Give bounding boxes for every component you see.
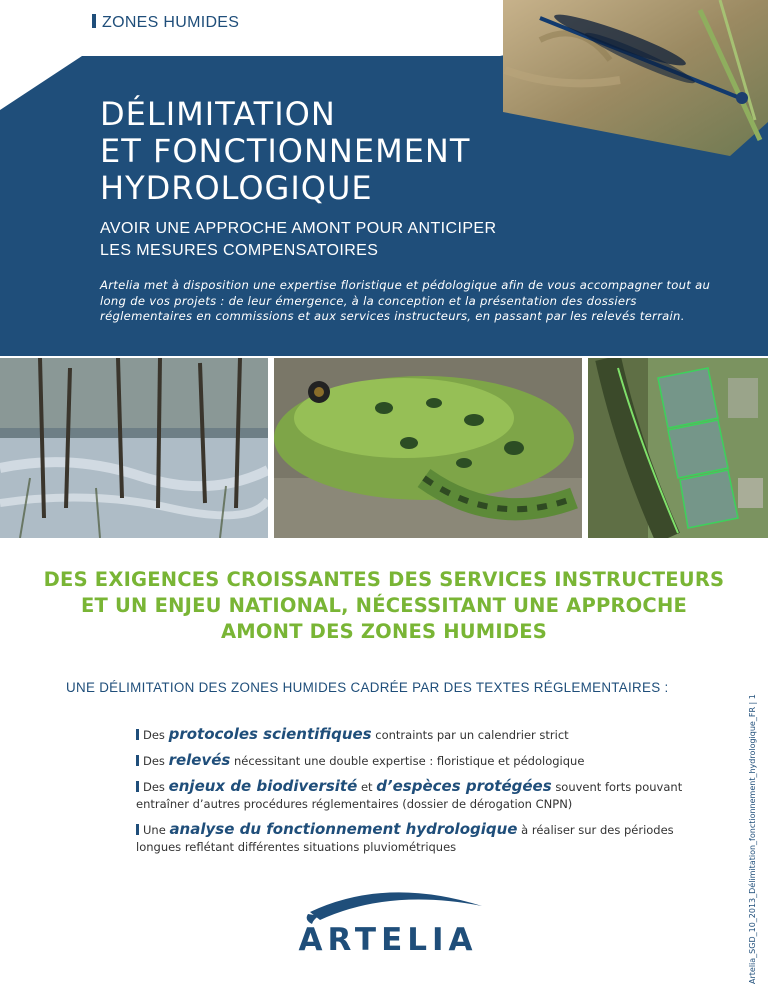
bullet-prefix: Des xyxy=(143,728,165,742)
title-line: HYDROLOGIQUE xyxy=(100,169,373,207)
section-title xyxy=(0,567,768,645)
list-item xyxy=(136,726,696,744)
section-title-line: DES EXIGENCES CROISSANTES DES SERVICES INSTRUCTEURS xyxy=(43,568,725,591)
section-title-line: AMONT DES ZONES HUMIDES xyxy=(221,620,547,643)
subsection-title: UNE DÉLIMITATION DES ZONES HUMIDES CADRÉE PAR DES TEXTES RÉGLEMENTAIRES : xyxy=(66,680,669,695)
wetland-photo xyxy=(0,358,268,538)
page-title xyxy=(100,96,540,207)
title-line: DÉLIMITATION xyxy=(100,95,336,133)
requirements-list xyxy=(136,726,696,864)
frog-photo xyxy=(274,358,582,538)
bullet-mark xyxy=(136,824,139,835)
intro-paragraph: Artelia met à disposition une expertise floristique et pédologique afin de vous accompagner tout au long de vos projets : de leur émergence, à la conception et la présentation des dossiers réglementaires en commissions et aux services instructeurs, en passant par les relevés terrain. xyxy=(100,278,711,323)
bullet-text: souvent forts pouvant entraîner d’autres procédures réglementaires (dossier de dérogation CNPN) xyxy=(136,780,683,811)
bullet-mark xyxy=(136,755,139,766)
bullet-emphasis: analyse du fonctionnement hydrologique xyxy=(169,820,518,838)
section-tag xyxy=(92,14,239,32)
list-item xyxy=(136,752,696,770)
bullet-prefix: Des xyxy=(143,780,165,794)
section-tag-label: ZONES HUMIDES xyxy=(102,14,240,31)
bullet-mark xyxy=(136,781,139,792)
title-line: ET FONCTIONNEMENT xyxy=(100,132,471,170)
artelia-logo-text: ARTELIA xyxy=(298,922,478,958)
tag-bar xyxy=(92,14,96,28)
list-item xyxy=(136,778,696,813)
bullet-mark xyxy=(136,729,139,740)
bullet-prefix: Des xyxy=(143,754,165,768)
section-title-line: ET UN ENJEU NATIONAL, NÉCESSITANT UNE APPROCHE xyxy=(81,594,687,617)
bullet-connector: et xyxy=(360,780,373,794)
page-subtitle xyxy=(100,218,560,262)
bullet-text: contraints par un calendrier strict xyxy=(375,728,569,742)
bullet-emphasis: protocoles scientifiques xyxy=(168,725,372,743)
document-code xyxy=(748,694,760,984)
bullet-emphasis: relevés xyxy=(168,751,231,769)
bullet-text: nécessitant une double expertise : floristique et pédologique xyxy=(234,754,585,768)
list-item xyxy=(136,821,696,856)
document-code-text: Artelia_SGD_10_2013_Délimitation_fonctionnement_hydrologique_FR | 1 xyxy=(748,694,757,984)
subtitle-line: LES MESURES COMPENSATOIRES xyxy=(100,242,379,259)
bullet-emphasis: enjeux de biodiversité xyxy=(168,777,358,795)
subtitle-line: AVOIR UNE APPROCHE AMONT POUR ANTICIPER xyxy=(100,220,497,237)
bullet-prefix: Une xyxy=(143,823,166,837)
aerial-map-photo xyxy=(588,358,768,538)
bullet-emphasis: d’espèces protégées xyxy=(376,777,552,795)
bullet-text: à réaliser sur des périodes longues reflétant différentes situations pluviométriques xyxy=(136,823,674,854)
